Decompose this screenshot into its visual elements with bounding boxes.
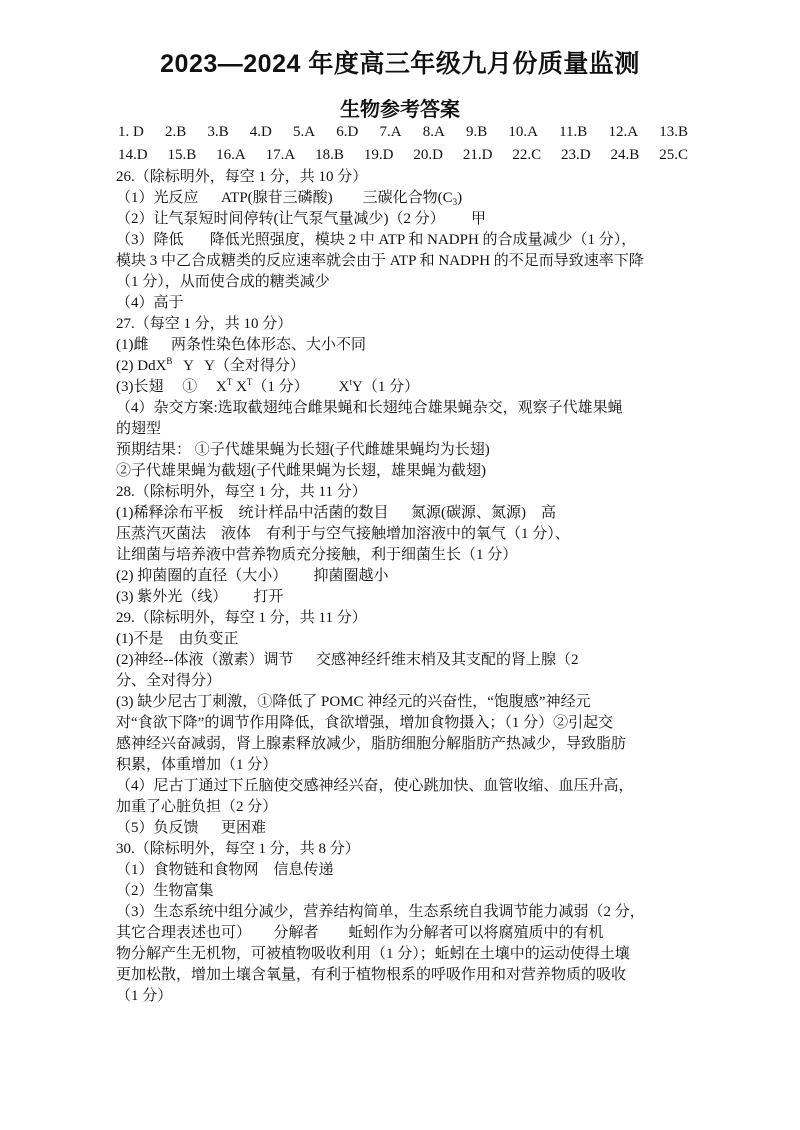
answer-item: 6.D — [336, 124, 359, 140]
answer-item: 12.A — [608, 124, 639, 140]
document-subtitle: 生物参考答案 — [340, 99, 460, 121]
answer-line — [116, 293, 696, 314]
answer-item: 7.A — [379, 124, 402, 140]
text-segment: （4）尼古丁通过下丘脑使交感神经兴奋，使心跳加快、血管收缩、血压升高， — [116, 778, 634, 794]
text-segment: (1)雌 两条性染色体形态、大小不同 — [116, 337, 366, 353]
text-segment: （2）生物富集 — [116, 883, 214, 899]
text-segment: （1 分），从而使合成的糖类减少 — [116, 274, 330, 290]
answer-line — [116, 923, 696, 944]
superscript: T — [246, 377, 253, 387]
answer-line — [116, 608, 696, 629]
text-segment: (2)神经--体液（激素）调节 交感神经纤维末梢及其支配的肾上腺（2 — [116, 652, 579, 668]
answer-item: 1. D — [118, 124, 144, 140]
superscript: B — [166, 356, 173, 366]
text-segment: 加重了心脏负担（2 分） — [116, 799, 278, 815]
answer-item: 19.D — [363, 147, 394, 163]
text-segment: (2) DdX — [116, 358, 167, 374]
answer-item: 16.A — [216, 147, 246, 163]
text-segment: (2) 抑菌圈的直径（大小） 抑菌圈越小 — [116, 568, 389, 584]
answer-item: 14.D — [118, 147, 148, 163]
text-segment: 压蒸汽灭菌法 液体 有利于与空气接触增加溶液中的氧气（1 分）、 — [116, 526, 570, 542]
text-segment: 积累，体重增加（1 分） — [116, 757, 278, 773]
text-segment: (1)稀释涂布平板 统计样品中活菌的数目 氮源(碳源、氮源) 高 — [116, 505, 556, 521]
answer-item: 18.B — [315, 147, 344, 163]
answer-item: 17.A — [265, 147, 296, 163]
answer-line — [116, 650, 696, 671]
answer-item: 5.A — [293, 124, 316, 140]
text-segment: 让细菌与培养液中营养物质充分接触，利于细菌生长（1 分） — [116, 547, 518, 563]
text-segment: (3)长翅 ① X — [116, 379, 227, 395]
text-segment: （1 分） X — [252, 379, 350, 395]
text-segment: （4）杂交方案:选取截翅纯合雌果蝇和长翅纯合雄果蝇杂交，观察子代雄果蝇 — [116, 400, 623, 416]
text-segment: (1)不是 由负变正 — [116, 631, 239, 647]
answer-line — [116, 629, 696, 650]
text-segment: （4）高于 — [116, 295, 184, 311]
answer-row-2 — [118, 144, 688, 167]
text-segment: 模块 3 中乙合成糖类的反应速率就会由于 ATP 和 NADPH 的不足而导致速率下降 — [116, 253, 644, 269]
text-segment: 29.（除标明外，每空 1 分，共 11 分） — [116, 610, 367, 626]
document-title: 2023—2024 年度高三年级九月份质量监测 — [160, 50, 640, 78]
answer-line — [116, 335, 696, 356]
superscript: t — [349, 377, 353, 387]
text-segment: (3) 紫外光（线） 打开 — [116, 589, 284, 605]
text-segment: 的翅型 — [116, 421, 162, 437]
answer-line — [116, 482, 696, 503]
answer-line — [116, 272, 696, 293]
text-segment: 分、全对得分） — [116, 673, 222, 689]
answer-line — [116, 356, 696, 377]
answer-line — [116, 881, 696, 902]
answer-line — [116, 797, 696, 818]
answer-line — [116, 839, 696, 860]
text-segment: ) — [457, 190, 463, 206]
answer-item: 4.D — [249, 124, 272, 140]
answer-line — [116, 209, 696, 230]
answer-line — [116, 545, 696, 566]
answer-line — [116, 965, 696, 986]
text-segment: （1 分） — [116, 988, 173, 1004]
answer-line — [116, 188, 696, 209]
answer-item: 10.A — [508, 124, 538, 140]
answer-line — [116, 251, 696, 272]
answer-item: 2.B — [164, 124, 187, 140]
answer-line — [116, 440, 696, 461]
text-segment: (3) 缺少尼古丁刺激，①降低了 POMC 神经元的兴奋性，“饱腹感”神经元 — [116, 694, 591, 710]
answer-line — [116, 587, 696, 608]
answer-line — [116, 566, 696, 587]
answer-line — [116, 734, 696, 755]
answer-line — [116, 377, 696, 398]
answer-row-1 — [118, 121, 688, 144]
text-segment: 更加松散，增加土壤含氧量，有利于植物根系的呼吸作用和对营养物质的吸收 — [116, 967, 627, 983]
answer-line — [116, 755, 696, 776]
text-segment: X — [232, 379, 247, 395]
text-segment: 26.（除标明外，每空 1 分，共 10 分） — [116, 169, 368, 185]
text-segment: （5）负反馈 更困难 — [116, 820, 267, 836]
text-segment: 30.（除标明外，每空 1 分，共 8 分） — [116, 841, 360, 857]
answer-line — [116, 776, 696, 797]
answer-item: 8.A — [422, 124, 445, 140]
answer-line — [116, 503, 696, 524]
text-segment: Y Y（全对得分） — [172, 358, 305, 374]
answer-item: 24.B — [610, 147, 640, 163]
text-segment: （3）降低 降低光照强度，模块 2 中 ATP 和 NADPH 的合成量减少（1 分）， — [116, 232, 637, 248]
answer-line — [116, 944, 696, 965]
answer-line — [116, 692, 696, 713]
answer-line — [116, 860, 696, 881]
superscript: T — [226, 377, 233, 387]
answer-line — [116, 818, 696, 839]
answer-line — [116, 461, 696, 482]
text-segment: （2）让气泵短时间停转(让气泵气量减少)（2 分） 甲 — [116, 211, 486, 227]
answer-line — [116, 902, 696, 923]
text-segment: ②子代雄果蝇为截翅(子代雌果蝇为长翅，雄果蝇为截翅) — [116, 463, 486, 479]
answer-item: 23.D — [561, 147, 591, 163]
multiple-choice-answers — [118, 121, 688, 167]
text-segment: 28.（除标明外，每空 1 分，共 11 分） — [116, 484, 367, 500]
text-segment: 对“食欲下降”的调节作用降低，食欲增强，增加食物摄入；（1 分）②引起交 — [116, 715, 614, 731]
answer-item: 20.D — [413, 147, 443, 163]
answer-line — [116, 167, 696, 188]
answer-item: 25.C — [659, 147, 688, 163]
answer-item: 13.B — [659, 124, 688, 140]
answer-line — [116, 230, 696, 251]
answer-item: 21.D — [462, 147, 493, 163]
text-segment: Y（1 分） — [352, 379, 420, 395]
text-segment: （3）生态系统中组分减少，营养结构简单，生态系统自我调节能力减弱（2 分， — [116, 904, 645, 920]
answer-line — [116, 314, 696, 335]
text-segment: 预期结果： ①子代雄果蝇为长翅(子代雌雄果蝇均为长翅) — [116, 442, 490, 458]
answer-item: 15.B — [167, 147, 197, 163]
answer-line — [116, 524, 696, 545]
answer-item: 11.B — [559, 124, 588, 140]
answer-line — [116, 713, 696, 734]
answer-body — [116, 167, 696, 1007]
answer-item: 3.B — [207, 124, 229, 140]
text-segment: 27.（每空 1 分，共 10 分） — [116, 316, 293, 332]
answer-line — [116, 671, 696, 692]
answer-line — [116, 986, 696, 1007]
text-segment: 其它合理表述也可） 分解者 蚯蚓作为分解者可以将腐殖质中的有机 — [116, 925, 604, 941]
answer-line — [116, 398, 696, 419]
text-segment: （1）光反应 ATP(腺苷三磷酸) 三碳化合物(C — [116, 190, 453, 206]
answer-line — [116, 419, 696, 440]
subscript: 3 — [452, 197, 458, 207]
answer-item: 22.C — [512, 147, 542, 163]
text-segment: 物分解产生无机物，可被植物吸收利用（1 分）；蚯蚓在土壤中的运动使得土壤 — [116, 946, 630, 962]
text-segment: （1）食物链和食物网 信息传递 — [116, 862, 334, 878]
text-segment: 感神经兴奋减弱，肾上腺素释放减少，脂肪细胞分解脂肪产热减少，导致脂肪 — [116, 736, 627, 752]
answer-item: 9.B — [465, 124, 488, 140]
